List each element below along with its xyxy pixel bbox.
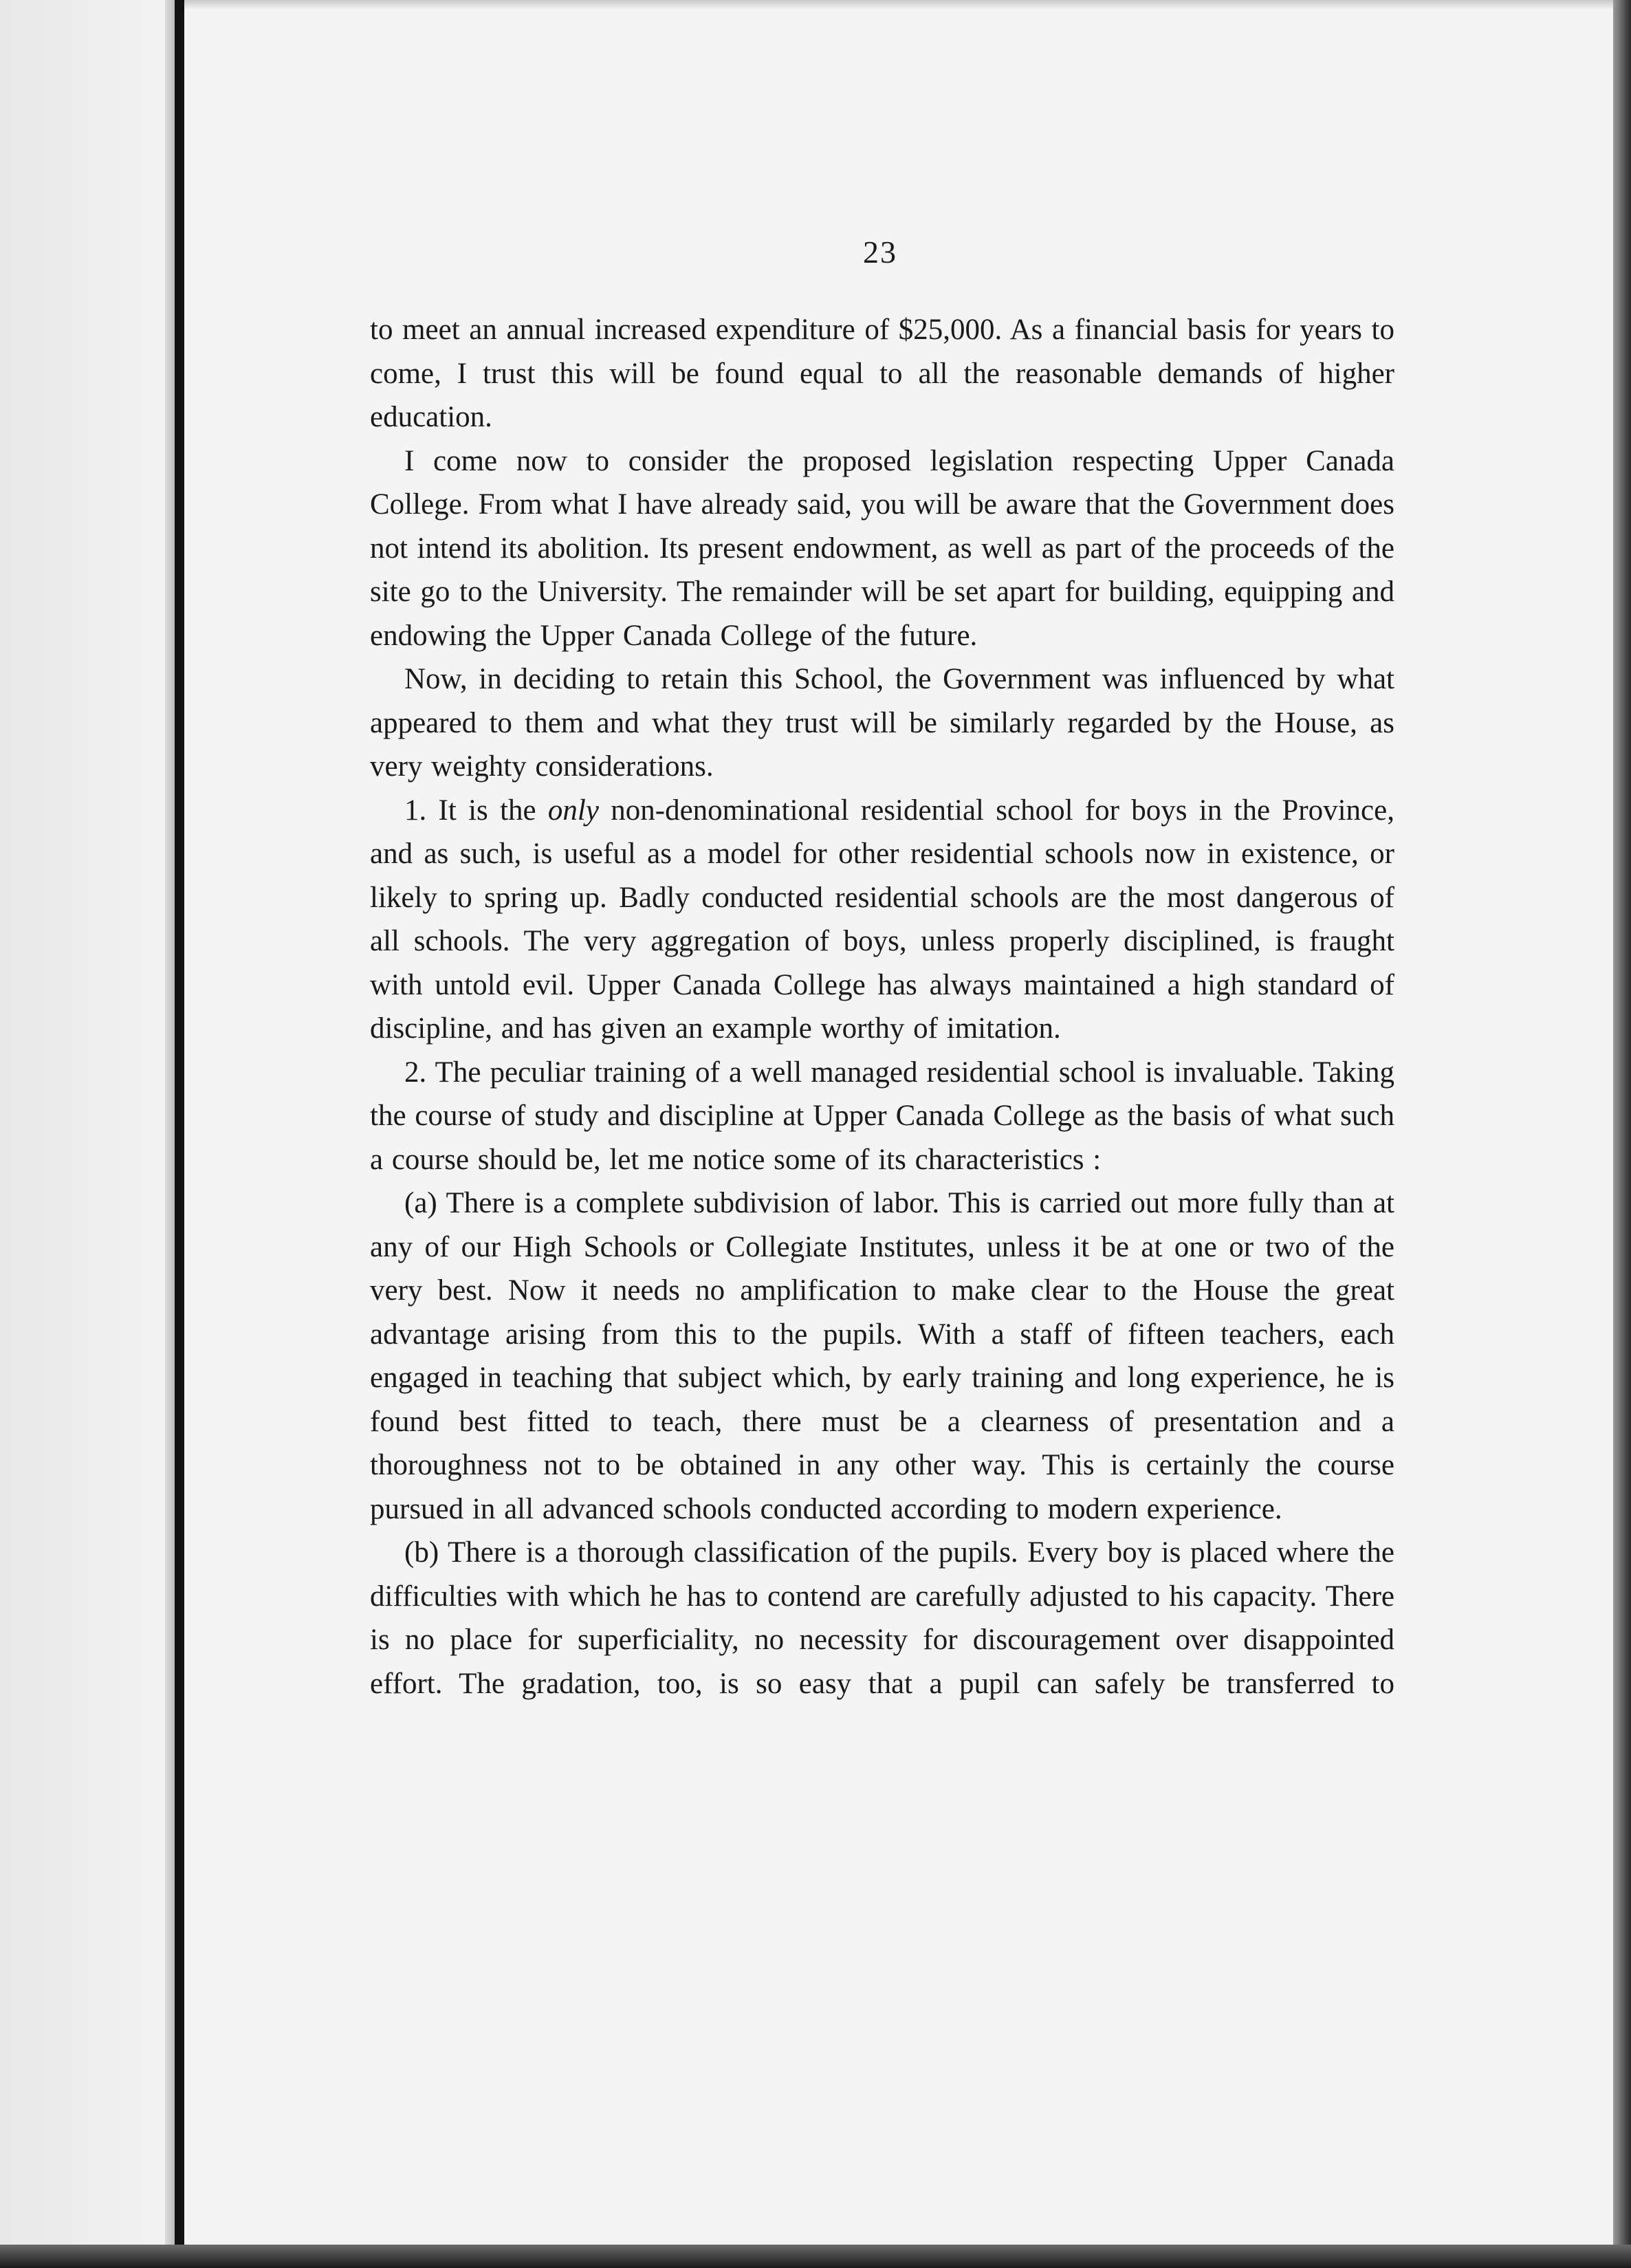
- paragraph-upper-canada-college: I come now to consider the proposed legislation respecting Upper Canada College. From what I have already said, you will be aware that the Government does not intend its abolition. Its present endowment, as well as part of the proceeds of the site go to the University. The remainder will be set apart for building, equipping and endowing the Upper Canada College of the future.: [370, 444, 1394, 652]
- paragraph-point-one: [370, 789, 1394, 1051]
- bottom-scan-edge: [0, 2245, 1631, 2268]
- paragraph-subpoint-b: [370, 1531, 1394, 1705]
- binding-shadow: [165, 0, 175, 2268]
- binding-line: [175, 0, 184, 2268]
- subpoint-b-marker: (b): [404, 1536, 439, 1569]
- subpoint-b-text: There is a thorough classification of the pupils. Every boy is placed where the difficulties with which he has to contend are carefully adjusted to his capacity. There is no place for superficiality, no necessity for discouragement over disappointed effort. The gradation, too, is so easy that a pupil can safely be transferred to: [370, 1536, 1394, 1700]
- point-one-prefix: 1. It is the: [404, 794, 548, 827]
- paragraph-retain-school: Now, in deciding to retain this School, the Government was influenced by what appeared to them and what they trust will be similarly regarded by the House, as very weighty considerations.: [370, 663, 1394, 783]
- top-edge: [184, 0, 1613, 10]
- body-text: [370, 308, 1394, 1705]
- paragraph-subpoint-a: [370, 1181, 1394, 1531]
- subpoint-a-marker: (a): [404, 1187, 437, 1219]
- page-number: 23: [863, 235, 897, 270]
- paragraph-point-two: 2. The peculiar training of a well managed residential school is invaluable. Taking the course of study and discipline at Upper Canada College as the basis of what such a course should be, let me notice some of its characteristics :: [370, 1056, 1394, 1176]
- paragraph-financial-basis: to meet an annual increased expenditure of $25,000. As a financial basis for years to come, I trust this will be found equal to all the reasonable demands of higher education.: [370, 314, 1394, 433]
- point-one-text: non-denominational residential school for boys in the Province, and as such, is useful as a model for other residential schools now in existence, or likely to spring up. Badly conducted residential schools are the most dangerous of all schools. The very aggregation of boys, unless properly disciplined, is fraught with untold evil. Upper Canada College has always maintained a high standard of discipline, and has given an example worthy of imitation.: [370, 794, 1394, 1045]
- right-scan-edge: [1613, 0, 1631, 2268]
- left-margin: [0, 0, 165, 2268]
- point-one-emphasis: only: [547, 794, 599, 827]
- subpoint-a-text: There is a complete subdivision of labor. This is carried out more fully than at any of our High Schools or Collegiate Institutes, unless it be at one or two of the very best. Now it needs no amplification to make clear to the House the great advantage arising from this to the pupils. With a staff of fifteen teachers, each engaged in teaching that subject which, by early training and long experience, he is found best fitted to teach, there must be a clearness of presentation and a thoroughness not to be obtained in any other way. This is certainly the course pursued in all advanced schools conducted according to modern experience.: [370, 1187, 1394, 1525]
